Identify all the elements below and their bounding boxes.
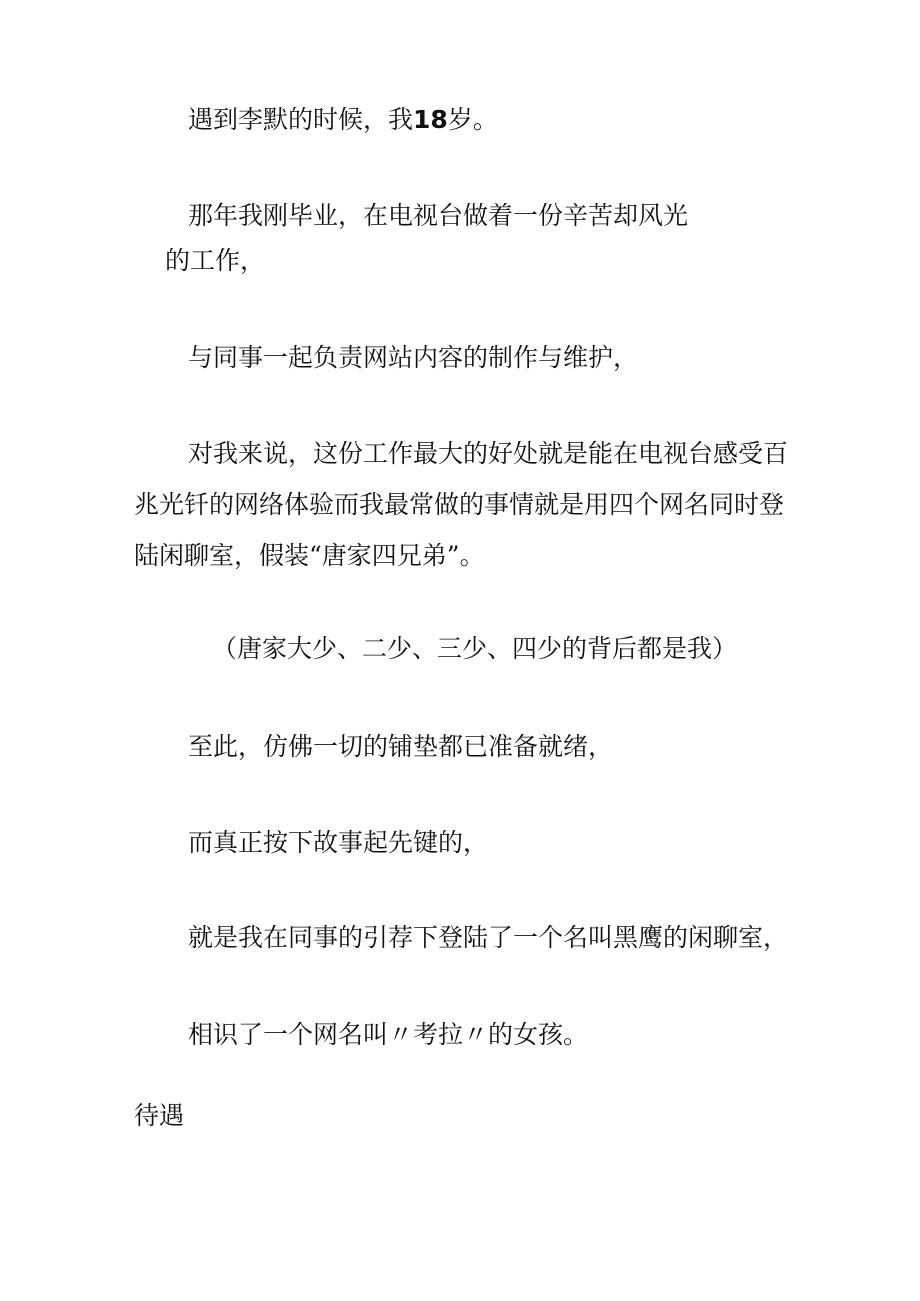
section-heading: 待遇 bbox=[134, 1101, 185, 1130]
text-segment: 遇到李默的时候，我 bbox=[188, 105, 414, 134]
age-number: 18 bbox=[413, 105, 448, 134]
paragraph-benefit-line3: 陆闲聊室，假装“唐家四兄弟”。 bbox=[134, 541, 485, 570]
paragraph-graduation-line2: 的工作， bbox=[165, 246, 266, 275]
paragraph-benefit-line1: 对我来说，这份工作最大的好处就是能在电视台感受百 bbox=[188, 439, 789, 468]
paragraph-parenthetical: （唐家大少、二少、三少、四少的背后都是我） bbox=[212, 634, 738, 663]
text-segment: 岁。 bbox=[447, 105, 498, 134]
paragraph-age bbox=[188, 103, 498, 137]
paragraph-benefit-line2: 兆光钎的网络体验而我最常做的事情就是用四个网名同时登 bbox=[134, 490, 785, 519]
paragraph-website-work: 与同事一起负责网站内容的制作与维护， bbox=[188, 343, 639, 372]
paragraph-graduation-line1: 那年我刚毕业，在电视台做着一份辛苦却风光 bbox=[188, 201, 689, 230]
paragraph-koala: 相识了一个网名叫〃考拉〃的女孩。 bbox=[188, 1020, 589, 1049]
paragraph-chatroom: 就是我在同事的引荐下登陆了一个名叫黑鹰的闲聊室， bbox=[188, 923, 789, 952]
paragraph-preparation: 至此，仿佛一切的铺垫都已准备就绪， bbox=[188, 732, 614, 761]
paragraph-story-start: 而真正按下故事起先键的， bbox=[188, 828, 489, 857]
